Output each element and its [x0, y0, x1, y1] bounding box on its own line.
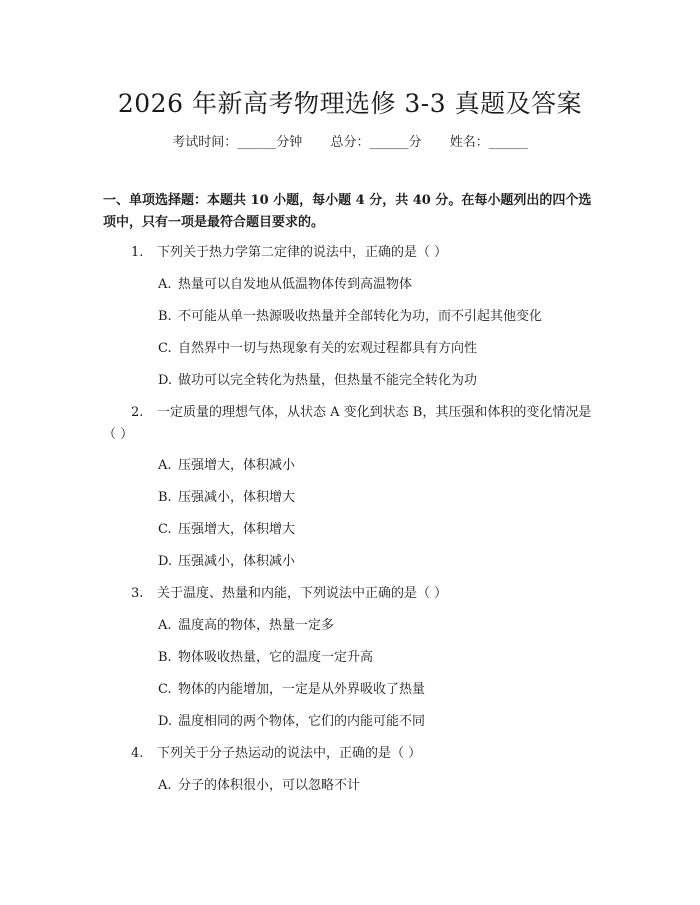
- option-text: 分子的体积很小，可以忽略不计: [178, 778, 361, 793]
- option-text: 温度高的物体，热量一定多: [178, 618, 335, 633]
- option-text: 不可能从单一热源吸收热量并全部转化为功，而不引起其他变化: [178, 309, 543, 324]
- option-label: B.: [158, 309, 172, 324]
- option-text: 压强减小，体积增大: [178, 490, 296, 505]
- option-label: A.: [158, 618, 172, 633]
- question-text: 一定质量的理想气体，从状态 A 变化到状态 B，其压强和体积的变化情况是（ ）: [103, 405, 592, 442]
- question-2: [103, 402, 598, 446]
- question-2-option-b: [158, 487, 598, 509]
- question-1-option-d: [158, 370, 598, 392]
- question-text: 关于温度、热量和内能，下列说法中正确的是（ ）: [157, 586, 448, 601]
- option-label: B.: [158, 650, 172, 665]
- option-text: 物体吸收热量，它的温度一定升高: [178, 650, 374, 665]
- option-label: B.: [158, 490, 172, 505]
- option-label: A.: [158, 277, 172, 292]
- option-text: 压强增大，体积增大: [178, 522, 296, 537]
- question-text: 下列关于分子热运动的说法中，正确的是（ ）: [157, 746, 422, 761]
- question-number: 2.: [131, 405, 144, 420]
- question-2-option-d: [158, 551, 598, 573]
- option-label: D.: [158, 554, 173, 569]
- option-label: C.: [158, 341, 172, 356]
- option-label: C.: [158, 522, 172, 537]
- question-number: 1.: [131, 245, 144, 260]
- question-3-option-a: [158, 615, 598, 637]
- question-2-option-a: [158, 455, 598, 477]
- option-label: C.: [158, 682, 172, 697]
- exam-time-field: 考试时间：______分钟: [172, 135, 303, 150]
- option-text: 温度相同的两个物体，它们的内能可能不同: [178, 714, 426, 729]
- question-3: [103, 583, 598, 605]
- question-3-option-c: [158, 679, 598, 701]
- question-1-option-a: [158, 274, 598, 296]
- option-label: D.: [158, 373, 173, 388]
- total-score-field: 总分：______分: [330, 135, 422, 150]
- option-text: 做功可以完全转化为热量，但热量不能完全转化为功: [178, 373, 478, 388]
- question-4-option-a: [158, 775, 598, 797]
- option-text: 压强增大，体积减小: [178, 458, 296, 473]
- question-text: 下列关于热力学第二定律的说法中，正确的是（ ）: [157, 245, 448, 260]
- option-label: A.: [158, 458, 172, 473]
- section-heading: 一、单项选择题：本题共 10 小题，每小题 4 分，共 40 分。在每小题列出的四个选项中，只有一项是最符合题目要求的。: [103, 193, 592, 230]
- question-1-option-c: [158, 338, 598, 360]
- question-number: 4.: [131, 746, 144, 761]
- option-label: D.: [158, 714, 173, 729]
- name-field: 姓名：______: [449, 135, 528, 150]
- question-1-option-b: [158, 306, 598, 328]
- option-text: 压强减小，体积减小: [178, 554, 296, 569]
- question-3-option-d: [158, 711, 598, 733]
- exam-meta: [0, 131, 700, 150]
- question-3-option-b: [158, 647, 598, 669]
- question-number: 3.: [131, 586, 144, 601]
- option-label: A.: [158, 778, 172, 793]
- question-1: [103, 242, 598, 264]
- question-4: [103, 743, 598, 765]
- option-text: 自然界中一切与热现象有关的宏观过程都具有方向性: [178, 341, 478, 356]
- question-2-option-c: [158, 519, 598, 541]
- option-text: 物体的内能增加，一定是从外界吸收了热量: [178, 682, 426, 697]
- option-text: 热量可以自发地从低温物体传到高温物体: [178, 277, 413, 292]
- page-title: 2026 年新高考物理选修 3-3 真题及答案: [117, 89, 583, 118]
